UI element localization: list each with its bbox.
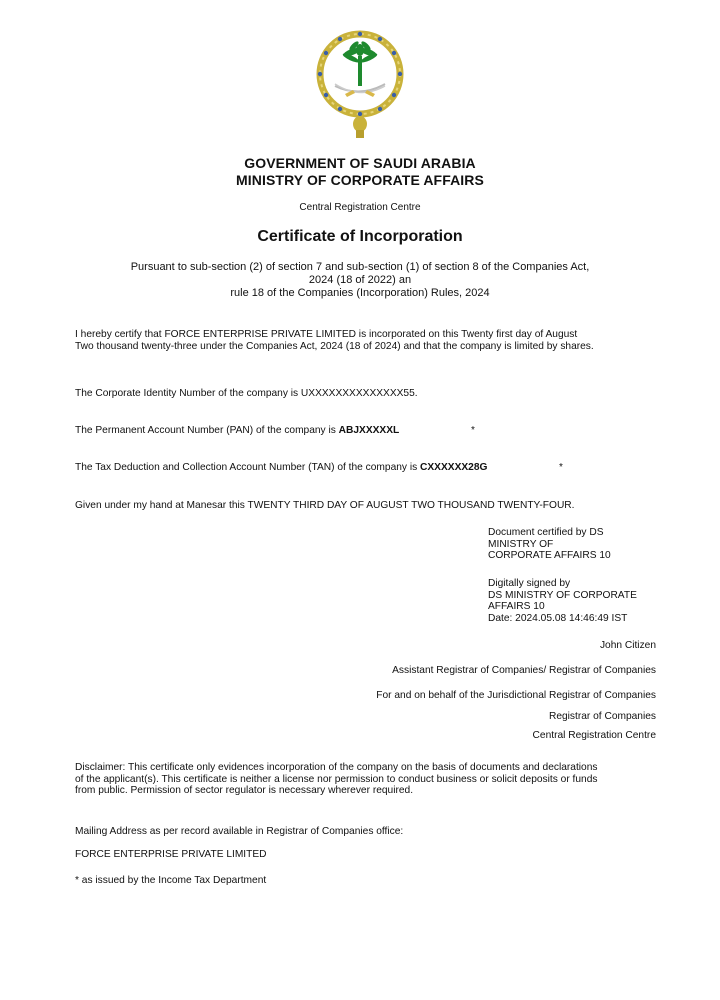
disclaimer-line-3: from public. Permission of sector regulator is necessary wherever required. bbox=[75, 785, 414, 796]
on-behalf-line: For and on behalf of the Jurisdictional Registrar of Companies bbox=[376, 690, 656, 701]
pursuant-line-1: Pursuant to sub-section (2) of section 7 and sub-section (1) of section 8 of the Companies Act, bbox=[130, 261, 590, 273]
gov-line-1: GOVERNMENT OF SAUDI ARABIA bbox=[244, 155, 476, 171]
pursuant-line-3: rule 18 of the Companies (Incorporation) Rules, 2024 bbox=[230, 287, 490, 299]
cin-statement: The Corporate Identity Number of the company is UXXXXXXXXXXXXXX55. bbox=[75, 388, 418, 399]
document-title: Certificate of Incorporation bbox=[257, 228, 463, 245]
certified-by-block bbox=[488, 527, 611, 562]
disclaimer bbox=[75, 762, 665, 797]
footnote: * as issued by the Income Tax Department bbox=[75, 875, 267, 886]
signed-line-3: AFFAIRS 10 bbox=[488, 601, 545, 612]
given-under-hand-statement: Given under my hand at Manesar this TWENTY THIRD DAY OF AUGUST TWO THOUSAND TWENTY-FOUR. bbox=[75, 500, 575, 511]
signatory-name: John Citizen bbox=[599, 640, 656, 651]
pan-statement bbox=[75, 425, 665, 437]
saudi-emblem-icon bbox=[313, 28, 407, 140]
tan-statement bbox=[75, 462, 665, 474]
certify-line-2: Two thousand twenty-three under the Companies Act, 2024 (18 of 2024) and that the company is limited by shares. bbox=[75, 341, 594, 352]
signatory-role: Assistant Registrar of Companies/ Registrar of Companies bbox=[392, 665, 656, 676]
signed-date: Date: 2024.05.08 14:46:49 IST bbox=[488, 612, 628, 624]
mailing-address-label: Mailing Address as per record available in Registrar of Companies office: bbox=[75, 826, 404, 837]
tan-label: The Tax Deduction and Collection Account Number (TAN) of the company is bbox=[75, 462, 421, 473]
tan-asterisk: * bbox=[559, 462, 563, 473]
certification-paragraph bbox=[75, 329, 665, 353]
disclaimer-line-1: Disclaimer: This certificate only evidences incorporation of the company on the basis of documents and declarations bbox=[75, 762, 598, 773]
pursuant-text bbox=[0, 261, 720, 300]
pan-label: The Permanent Account Number (PAN) of the company is bbox=[75, 425, 339, 436]
pan-value: ABJXXXXXL bbox=[338, 425, 400, 436]
signed-line-2: DS MINISTRY OF CORPORATE bbox=[488, 589, 637, 601]
gov-line-2: MINISTRY OF CORPORATE AFFAIRS bbox=[236, 172, 484, 188]
certify-line-1: I hereby certify that FORCE ENTERPRISE PRIVATE LIMITED is incorporated on this Twenty first day of August bbox=[75, 329, 578, 340]
centre-line: Central Registration Centre bbox=[532, 730, 656, 741]
certified-line-2: MINISTRY OF bbox=[488, 538, 554, 550]
government-heading bbox=[0, 155, 720, 189]
tan-value: CXXXXXX28G bbox=[420, 462, 488, 473]
registration-centre-label: Central Registration Centre bbox=[299, 202, 421, 213]
registrar-line: Registrar of Companies bbox=[548, 711, 656, 722]
mailing-company-name: FORCE ENTERPRISE PRIVATE LIMITED bbox=[75, 849, 267, 860]
pan-asterisk: * bbox=[471, 425, 475, 436]
certified-line-1: Document certified by DS bbox=[488, 527, 604, 538]
digital-signature-block bbox=[488, 578, 637, 624]
signed-line-1: Digitally signed by bbox=[488, 578, 571, 589]
pursuant-line-2: 2024 (18 of 2022) an bbox=[308, 274, 412, 286]
certified-line-3: CORPORATE AFFAIRS 10 bbox=[488, 550, 611, 561]
disclaimer-line-2: of the applicant(s). This certificate is neither a license nor permission to conduct business or solicit deposits or funds bbox=[75, 773, 598, 785]
